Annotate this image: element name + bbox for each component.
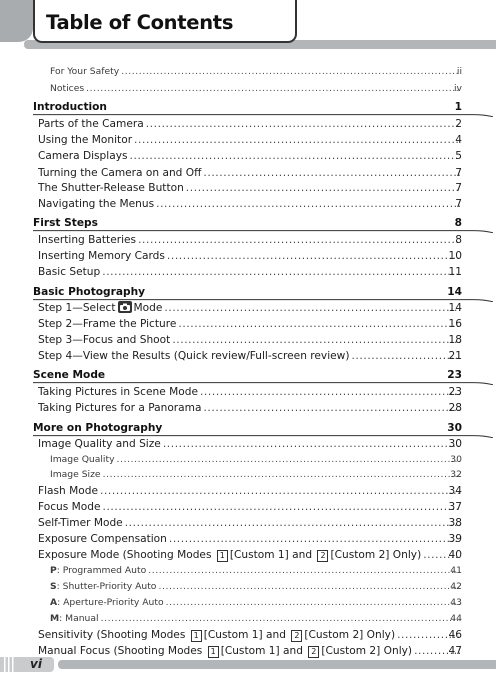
toc-entry-title — [38, 332, 170, 348]
toc-page-number: ii — [456, 66, 462, 77]
toc-entry-title-text: Image Quality — [50, 454, 115, 465]
toc-page-number: 1 — [454, 101, 462, 113]
toc-leader-dots — [164, 300, 460, 316]
toc-entry-title — [50, 563, 146, 579]
toc-entry-mode-letter: M — [50, 613, 60, 624]
toc-leader-dots — [172, 332, 460, 348]
toc-entry-title-text: Introduction — [33, 101, 107, 113]
custom-mode-box-icon: 1 — [191, 630, 202, 642]
toc-entry-mode-letter: A — [50, 597, 58, 608]
toc-section-heading[interactable] — [33, 99, 462, 115]
toc-entry-title — [38, 531, 167, 547]
toc-entry-title — [38, 316, 176, 332]
toc-leader-dots — [167, 248, 460, 264]
toc-page-number: 14 — [448, 302, 462, 314]
toc-page-number: 30 — [448, 438, 462, 450]
toc-page-number: 7 — [455, 182, 462, 194]
toc-leader-dots — [203, 165, 460, 181]
toc-leader-dots — [166, 595, 460, 611]
toc-leader-dots — [148, 563, 460, 579]
page-title: Table of Contents — [46, 11, 234, 34]
toc-page-number: 32 — [450, 469, 462, 480]
toc-page-number: 10 — [448, 250, 462, 262]
toc-entry-title — [38, 264, 100, 280]
toc-entry-title — [50, 81, 84, 97]
toc-entry[interactable] — [38, 483, 462, 499]
toc-entry-title — [38, 400, 201, 416]
toc-entry-title-text: Scene Mode — [33, 369, 106, 381]
toc-entry-title-text: Navigating the Menus — [38, 198, 155, 210]
toc-page-number: 39 — [448, 533, 462, 545]
toc-entry-title — [38, 116, 144, 132]
toc-entry-title — [33, 284, 145, 300]
toc-entry-title-text: : Shutter-Priority Auto — [56, 581, 157, 592]
toc-page-number: 7 — [455, 198, 462, 210]
toc-entry[interactable] — [50, 81, 462, 97]
toc-entry-title-text: Self-Timer Mode — [38, 517, 123, 529]
toc-entry-title-text: : Manual — [59, 613, 99, 624]
toc-entry[interactable] — [50, 467, 462, 483]
toc-page-number: 47 — [448, 645, 462, 657]
toc-entry[interactable] — [38, 547, 462, 563]
toc-page-number: 8 — [455, 234, 462, 246]
toc-entry-title — [38, 180, 184, 196]
toc-entry[interactable] — [50, 579, 462, 595]
toc-page-number: 34 — [448, 485, 462, 497]
toc-entry[interactable] — [50, 563, 462, 579]
toc-entry[interactable] — [38, 165, 462, 181]
toc-leader-dots — [138, 232, 460, 248]
toc-leader-dots — [101, 611, 460, 627]
toc-entry-title-text: Exposure Mode (Shooting Modes — [38, 549, 212, 561]
toc-leader-dots — [121, 64, 460, 80]
toc-entry-title-text: Step 3—Focus and Shoot — [38, 334, 171, 346]
toc-leader-dots — [134, 132, 460, 148]
toc-entry-mode-letter: S — [50, 581, 57, 592]
toc-page-number: 41 — [450, 565, 462, 576]
toc-entry[interactable] — [50, 595, 462, 611]
toc-page-number: 28 — [448, 402, 462, 414]
toc-entry-title — [33, 99, 107, 115]
toc-entry-title-text: Image Quality and Size — [38, 438, 161, 450]
toc-entry[interactable] — [38, 531, 462, 547]
custom-mode-box-icon: 1 — [208, 646, 219, 658]
toc-entry-title-text: Manual Focus (Shooting Modes — [38, 645, 203, 657]
toc-leader-dots — [130, 148, 460, 164]
toc-entry-title — [50, 595, 164, 611]
toc-entry-title — [50, 579, 156, 595]
toc-entry[interactable] — [38, 332, 462, 348]
toc-page-number: 18 — [448, 334, 462, 346]
toc-leader-dots — [156, 196, 460, 212]
toc-page-number: 4 — [455, 134, 462, 146]
toc-leader-dots — [102, 264, 460, 280]
toc-leader-dots — [117, 452, 460, 468]
toc-page-number: 23 — [447, 369, 462, 381]
toc-section-heading[interactable] — [33, 284, 462, 300]
custom-mode-box-icon: 2 — [291, 630, 302, 642]
toc-entry-title — [38, 196, 154, 212]
footer-stripes — [4, 657, 16, 672]
toc-entry-title-text: Parts of the Camera — [38, 118, 144, 130]
toc-entry[interactable] — [38, 148, 462, 164]
toc-entry-title-text: The Shutter-Release Button — [38, 182, 184, 194]
toc-entry-title-mid: [Custom 1] and — [220, 645, 303, 657]
toc-entry-title-mid: [Custom 1] and — [203, 629, 286, 641]
custom-mode-box-icon: 1 — [217, 550, 228, 562]
toc-page-number: 30 — [447, 422, 462, 434]
toc-page-number: 16 — [448, 318, 462, 330]
toc-entry-title-text: Camera Displays — [38, 150, 128, 162]
toc-leader-dots — [100, 483, 460, 499]
toc-entry-title — [38, 132, 132, 148]
toc-entry-title — [50, 452, 115, 468]
footer-bar — [58, 660, 496, 669]
toc-page-number: 46 — [448, 629, 462, 641]
toc-entry[interactable] — [38, 132, 462, 148]
toc-entry-title-text: Step 4—View the Results (Quick review/Full-screen review) — [38, 350, 350, 362]
toc-page-number: 7 — [455, 167, 462, 179]
toc-page-number: 14 — [447, 286, 462, 298]
toc-entry-title-text: For Your Safety — [50, 66, 120, 77]
toc-page-number: 23 — [448, 386, 462, 398]
toc-entry-title-text: Step 1—Select — [38, 302, 116, 314]
toc-entry-title-text: Using the Monitor — [38, 134, 133, 146]
toc-entry-title-text: Image Size — [50, 469, 101, 480]
toc-entry-mode-letter: P — [50, 565, 57, 576]
toc-entry-title — [38, 348, 349, 364]
toc-entry-title-text: Inserting Memory Cards — [38, 250, 165, 262]
toc-entry-title — [38, 499, 101, 515]
toc-page-number: 2 — [455, 118, 462, 130]
footer-page-number: vi — [30, 657, 42, 671]
toc-entry-title — [38, 515, 123, 531]
toc-entry-title — [38, 148, 128, 164]
toc-page-number: 44 — [450, 613, 462, 624]
toc-entry-title-text: : Programmed Auto — [56, 565, 147, 576]
toc-page-number: 37 — [448, 501, 462, 513]
toc-entry-title-text: Focus Mode — [38, 501, 101, 513]
toc-leader-dots — [103, 467, 460, 483]
toc-page-number: 43 — [450, 597, 462, 608]
toc-entry-title-text: Notices — [50, 83, 85, 94]
toc-entry-title-text: Taking Pictures for a Panorama — [38, 402, 202, 414]
toc-entry[interactable] — [38, 643, 462, 659]
toc-entry-title-tail: [Custom 2] Only) — [304, 629, 396, 641]
toc-leader-dots — [186, 180, 460, 196]
footer-tab — [0, 657, 54, 672]
toc-entry-title-text: Inserting Batteries — [38, 234, 137, 246]
toc-leader-dots — [146, 116, 460, 132]
toc-entry[interactable] — [38, 348, 462, 364]
toc-entry[interactable] — [38, 400, 462, 416]
toc-entry[interactable] — [38, 499, 462, 515]
toc-entry[interactable] — [38, 316, 462, 332]
toc-entry[interactable] — [38, 515, 462, 531]
toc-page-number: 8 — [454, 217, 462, 229]
camera-icon — [118, 301, 132, 313]
toc-leader-dots — [158, 579, 460, 595]
toc-entry-title — [38, 232, 136, 248]
toc-entry[interactable] — [50, 64, 462, 80]
toc-entry[interactable] — [38, 627, 462, 643]
toc-section-heading[interactable] — [33, 420, 462, 436]
toc-entry[interactable] — [38, 232, 462, 248]
toc-entry-title-tail: [Custom 2] Only) — [330, 549, 422, 561]
toc-entry-title-mid: [Custom 1] and — [229, 549, 313, 561]
toc-entry-title-text: Taking Pictures in Scene Mode — [38, 386, 198, 398]
toc-entry-title-text: : Aperture-Priority Auto — [57, 597, 164, 608]
toc-entry-title — [38, 436, 161, 452]
toc-page-number: 11 — [448, 266, 462, 278]
toc-entry-title — [38, 643, 412, 659]
toc-entry-title-text: Exposure Compensation — [38, 533, 167, 545]
toc-entry[interactable] — [50, 452, 462, 468]
toc-entry-title — [38, 384, 198, 400]
toc-page-number: 5 — [455, 150, 462, 162]
toc-leader-dots — [200, 384, 460, 400]
toc-entry-title-text: First Steps — [33, 217, 98, 229]
toc-entry-title-text: Flash Mode — [38, 485, 98, 497]
toc-entry[interactable] — [38, 116, 462, 132]
toc-entry-title — [50, 64, 119, 80]
toc-entry[interactable] — [38, 264, 462, 280]
toc-entry-title-text: Turning the Camera on and Off — [38, 167, 202, 179]
toc-leader-dots — [178, 316, 460, 332]
toc-entry-title — [38, 627, 395, 643]
toc-entry-title — [50, 611, 99, 627]
toc-entry-title — [33, 420, 162, 436]
toc-entry[interactable] — [38, 436, 462, 452]
toc-section-heading[interactable] — [33, 367, 462, 383]
toc-entry[interactable] — [38, 180, 462, 196]
toc-entry[interactable] — [50, 611, 462, 627]
toc-page-number: 30 — [450, 454, 462, 465]
toc-entry-title — [38, 248, 165, 264]
toc-entry-title — [38, 547, 421, 563]
toc-entry-title-suffix: Mode — [133, 302, 163, 314]
custom-mode-box-icon: 2 — [317, 550, 328, 562]
toc-leader-dots — [125, 515, 460, 531]
toc-section-heading[interactable] — [33, 215, 462, 231]
title-box — [33, 0, 297, 43]
toc-entry[interactable] — [38, 196, 462, 212]
toc-page-number: 40 — [448, 549, 462, 561]
toc-entry-title-text: Sensitivity (Shooting Modes — [38, 629, 186, 641]
toc-entry-title — [50, 467, 101, 483]
toc-leader-dots — [103, 499, 461, 515]
header-tab-decoration — [0, 0, 33, 42]
toc-leader-dots — [163, 436, 460, 452]
toc-entry-title — [38, 165, 201, 181]
toc-page-number: 38 — [448, 517, 462, 529]
custom-mode-box-icon: 2 — [308, 646, 319, 658]
toc-entry[interactable] — [38, 384, 462, 400]
toc-page-number: 21 — [448, 350, 462, 362]
toc-entry-title-tail: [Custom 2] Only) — [321, 645, 413, 657]
toc-entry-title — [38, 300, 162, 316]
toc-entry-title-text: Basic Setup — [38, 266, 101, 278]
toc-page-number: 42 — [450, 581, 462, 592]
toc-entry[interactable] — [38, 300, 462, 316]
toc-entry[interactable] — [38, 248, 462, 264]
toc-leader-dots — [203, 400, 460, 416]
toc-entry-title-text: Basic Photography — [33, 286, 146, 298]
toc-page-number: iv — [454, 83, 462, 94]
toc-leader-dots — [169, 531, 460, 547]
toc-leader-dots — [86, 81, 460, 97]
toc-entry-title — [38, 483, 98, 499]
toc-entry-title-text: More on Photography — [33, 422, 163, 434]
toc-entry-title — [33, 215, 98, 231]
toc-entry-title — [33, 367, 105, 383]
toc-entry-title-text: Step 2—Frame the Picture — [38, 318, 177, 330]
